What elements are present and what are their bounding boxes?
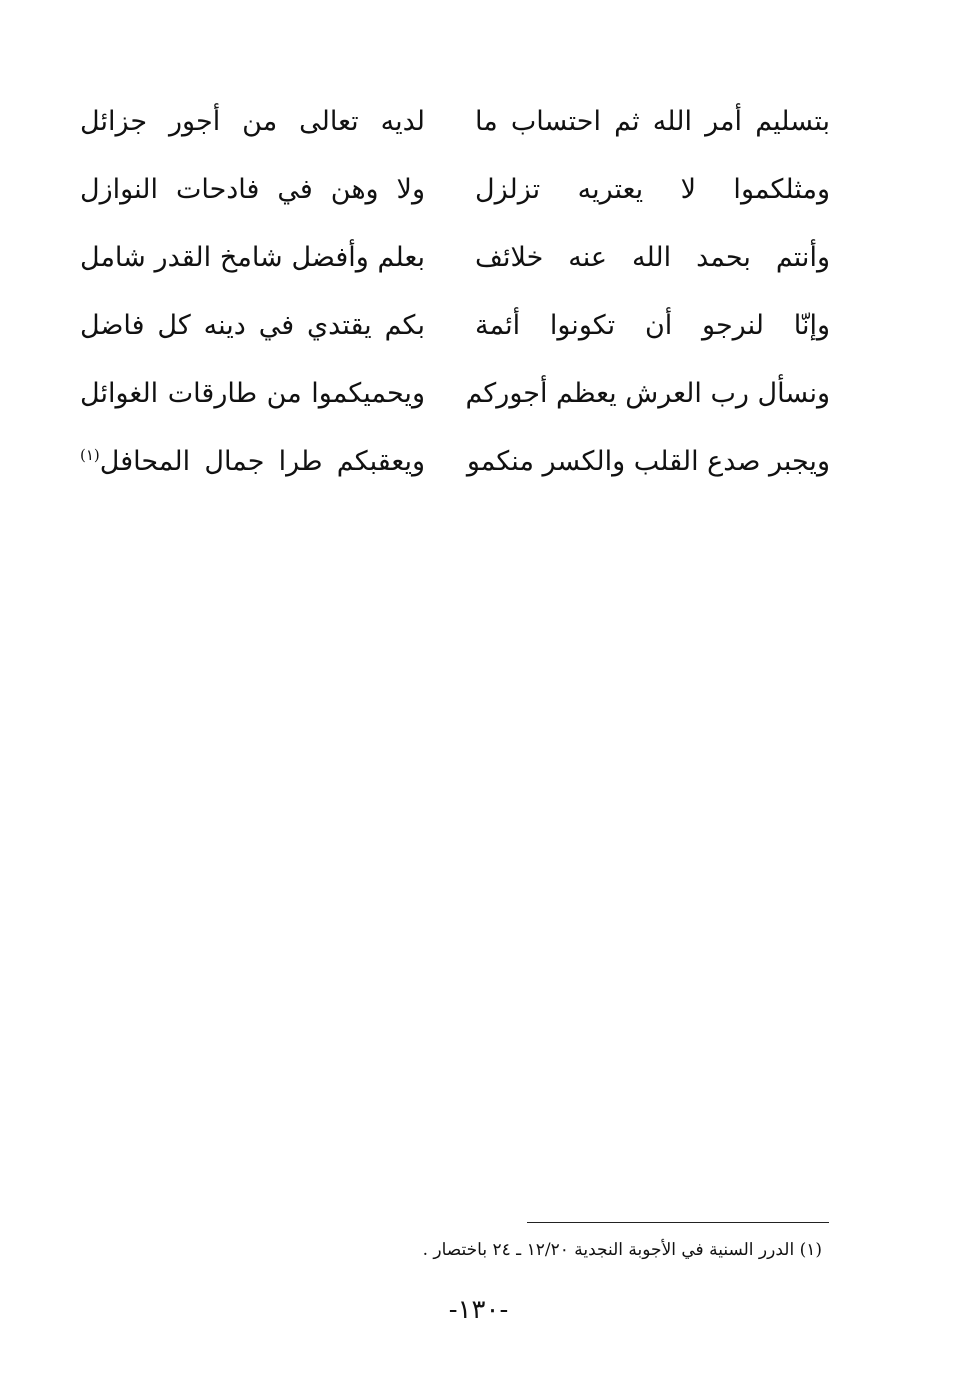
- verse: [70, 432, 840, 500]
- verse: [70, 228, 840, 296]
- verse-first-hemistich: ويجبر صدع القلب والكسر منكمو: [466, 446, 830, 477]
- verse: [70, 364, 840, 432]
- verse: [70, 160, 840, 228]
- verse: [70, 92, 840, 160]
- verse-second-hemistich: ولا وهن في فادحات النوازل: [80, 174, 425, 205]
- verse-first-hemistich: وإنّا لنرجو أن تكونوا أئمة: [475, 310, 830, 341]
- verse-first-hemistich: ونسأل رب العرش يعظم أجوركم: [465, 378, 830, 409]
- footnote-divider: [527, 1222, 829, 1223]
- verse-first-hemistich: ومثلكموا لا يعتريه تزلزل: [475, 174, 830, 205]
- poem: [70, 92, 840, 500]
- verse-second-hemistich: لديه تعالى من أجور جزائل: [80, 106, 425, 137]
- verse: [70, 296, 840, 364]
- verse-second-hemistich: [80, 432, 425, 492]
- page-number: -١٣٠-: [448, 1295, 509, 1325]
- footnote-marker: (١): [80, 446, 100, 464]
- verse-second-hemistich: بعلم وأفضل شامخ القدر شامل: [80, 242, 425, 273]
- verse-second-hemistich: بكم يقتدي في دينه كل فاضل: [80, 310, 425, 341]
- verse-second-hemistich: ويحميكموا من طارقات الغوائل: [80, 378, 425, 409]
- hemistich-text: ويعقبكم طرا جمال المحافل: [99, 446, 425, 477]
- verse-first-hemistich: وأنتم بحمد الله عنه خلائف: [475, 242, 830, 273]
- verse-first-hemistich: بتسليم أمر الله ثم احتساب ما: [475, 106, 830, 137]
- footnote: (١) الدرر السنية في الأجوبة النجدية ١٢/٢٠ ـ ٢٤ باختصار .: [422, 1240, 822, 1260]
